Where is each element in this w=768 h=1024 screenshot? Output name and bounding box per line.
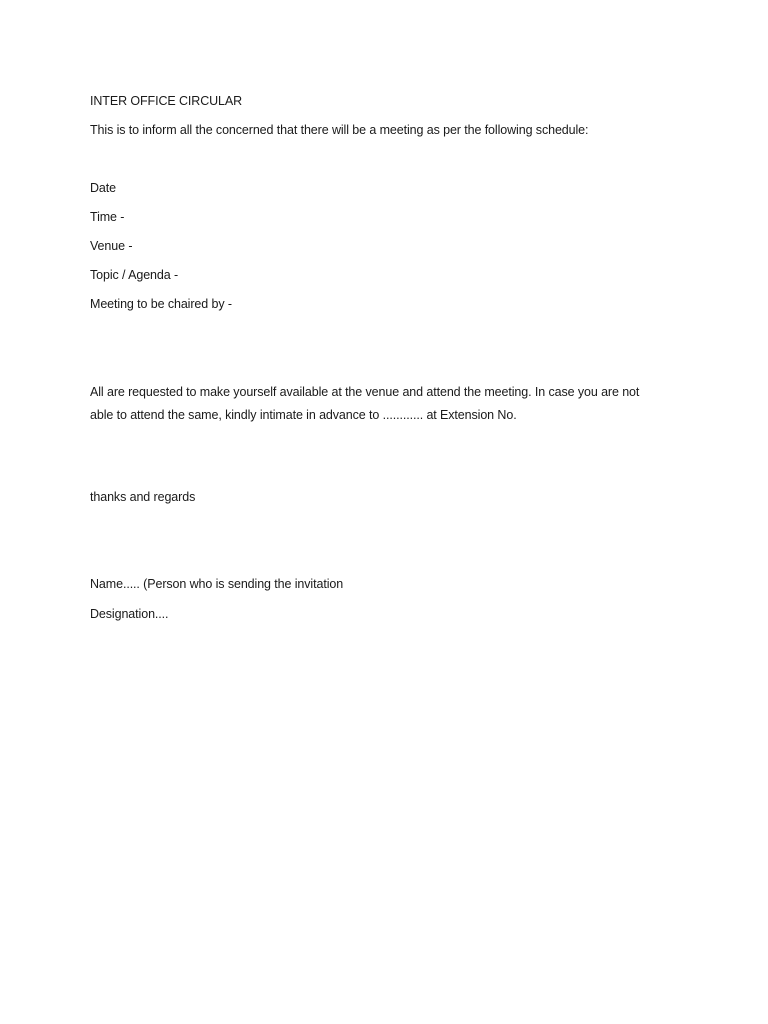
intro-text: This is to inform all the concerned that there will be a meeting as per the following schedule:	[90, 123, 589, 137]
schedule-venue: Venue -	[90, 239, 133, 253]
request-line-1: All are requested to make yourself available at the venue and attend the meeting. In case you are not	[90, 385, 640, 399]
schedule-date: Date	[90, 181, 117, 195]
schedule-time: Time -	[90, 210, 125, 224]
circular-heading: INTER OFFICE CIRCULAR	[90, 94, 243, 108]
request-paragraph	[90, 381, 670, 427]
closing-text: thanks and regards	[90, 490, 196, 504]
request-line-2: able to attend the same, kindly intimate in advance to ............ at Extension No.	[90, 408, 517, 422]
sender-designation: Designation....	[90, 607, 169, 621]
schedule-chair: Meeting to be chaired by -	[90, 297, 232, 311]
schedule-topic: Topic / Agenda -	[90, 268, 179, 282]
sender-name: Name..... (Person who is sending the invitation	[90, 577, 344, 591]
